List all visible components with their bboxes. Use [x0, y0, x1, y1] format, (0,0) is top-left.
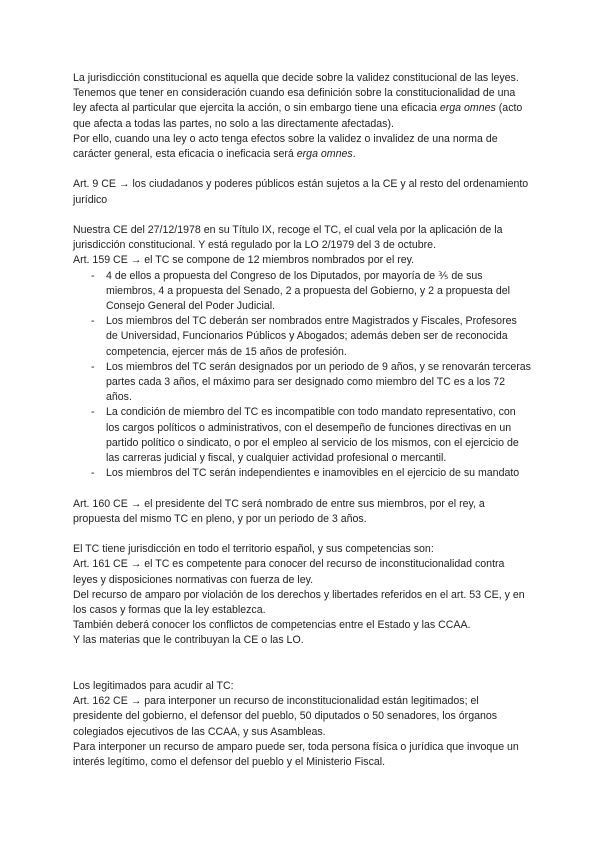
list-item: - Los miembros del TC deberán ser nombrados entre Magistrados y Fiscales, Profesores de Universidad, Funcionarios Públicos y Abogados; además deben ser de reconocida competencia, ejercer más de 15 años de profesión.	[106, 314, 531, 360]
intro-paragraph-2: Tenemos que tener en consideración cuando esa definición sobre la constitucionalidad de una ley afecta al particular que ejercita la acción, o sin embargo tiene una eficacia erga omnes (acto que afecta a todas las partes, no solo a las directamente afectadas).	[73, 87, 523, 130]
tc-intro-paragraph: Nuestra CE del 27/12/1978 en su Título IX, recoge el TC, el cual vela por la aplicación de la jurisdicción constitucional. Y está regulado por la LO 2/1979 del 3 de octubre.	[73, 224, 503, 252]
conflictos-paragraph: También deberá conocer los conflictos de competencias entre el Estado y las CCAA.	[73, 619, 471, 632]
intro-paragraph-1: La jurisdicción constitucional es aquella que decide sobre la validez constitucional de las leyes.	[73, 72, 519, 84]
amparo-legitimados-paragraph: Para interponer un recurso de amparo puede ser, toda persona física o jurídica que invoque un interés legítimo, como el defensor del pueblo y el Ministerio Fiscal.	[73, 740, 519, 769]
recurso-amparo-paragraph: Del recurso de amparo por violación de los derechos y libertades referidos en el art. 53 CE, y en los casos y formas que la ley establezca.	[73, 588, 525, 617]
article-162-paragraph: Art. 162 CE → para interponer un recurso de inconstitucionalidad están legitimados; el presidente del gobierno, el defensor del pueblo, 50 diputados o 50 senadores, los órganos colegiados ejecutivos de las CCAA, y sus Asambleas.	[73, 695, 498, 738]
list-item: - Los miembros del TC serán designados por un periodo de 9 años, y se renovarán terceras partes cada 3 años, el máximo para ser designado como miembro del TC es a los 72 años.	[106, 360, 531, 406]
list-item: - 4 de ellos a propuesta del Congreso de los Diputados, por mayoría de ⅗ de sus miembros, 4 a propuesta del Senado, 2 a propuesta del Gobierno, y 2 a propuesta del Consejo General del Poder Judicial.	[106, 269, 531, 315]
materias-paragraph: Y las materias que le contribuyan la CE o las LO.	[73, 634, 304, 647]
article-159-paragraph: Art. 159 CE → el TC se compone de 12 miembros nombrados por el rey.	[73, 254, 415, 267]
latin-term: erga omnes	[296, 148, 353, 161]
article-159-list	[73, 269, 531, 482]
legitimados-intro: Los legitimados para acudir al TC:	[73, 680, 234, 693]
competencias-intro: El TC tiene jurisdicción en todo el territorio español, y sus competencias son:	[73, 543, 434, 556]
document-body	[73, 71, 531, 770]
intro-paragraph-3: Por ello, cuando una ley o acto tenga efectos sobre la validez o invalidez de una norma de carácter general, esta eficacia o ineficacia será erga omnes.	[73, 132, 498, 161]
latin-term: erga omnes	[439, 102, 496, 115]
list-item: - Los miembros del TC serán independientes e inamovibles en el ejercicio de su mandato	[106, 466, 531, 481]
article-160-paragraph: Art. 160 CE → el presidente del TC será nombrado de entre sus miembros, por el rey, a propuesta del mismo TC en pleno, y por un periodo de 3 años.	[73, 497, 485, 525]
list-item: - La condición de miembro del TC es incompatible con todo mandato representativo, con los cargos políticos o administrativos, con el desempeño de funciones directivas en un partido político o sindicato, o por el empleo al servicio de los mismos, con el ejercicio de las carreras judicial y fiscal, y cualquier actividad profesional o mercantil.	[106, 405, 531, 466]
article-9-paragraph: Art. 9 CE → los ciudadanos y poderes públicos están sujetos a la CE y al resto del ordenamiento jurídico	[73, 178, 529, 206]
article-161-paragraph: Art. 161 CE → el TC es competente para conocer del recurso de inconstitucionalidad contra leyes y disposiciones normativas con fuerza de ley.	[73, 558, 505, 586]
